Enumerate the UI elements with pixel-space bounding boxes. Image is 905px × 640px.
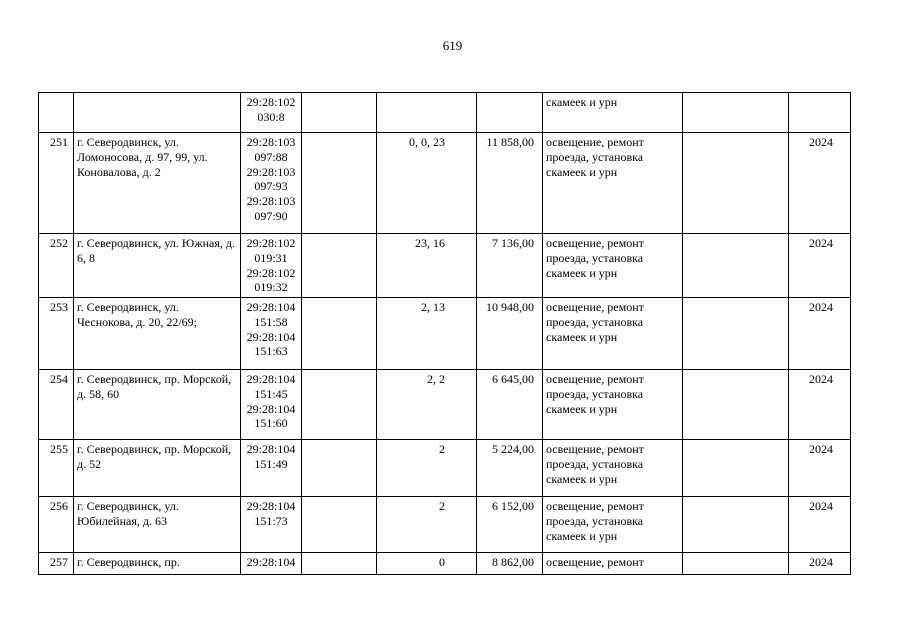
empty-cell: [302, 497, 377, 553]
row-number-cell: 256: [39, 497, 74, 553]
cost-cell: 6 645,00: [477, 370, 543, 440]
page-number: 619: [442, 38, 463, 53]
values-cell: 23, 16: [377, 234, 477, 298]
empty-cell: [683, 440, 789, 497]
cadastral-line: 29:28:102: [246, 236, 296, 250]
cadastral-line: 019:32: [254, 280, 288, 295]
table-row: [39, 133, 851, 234]
empty-cell: [683, 93, 789, 133]
table-body: [39, 93, 851, 575]
cadastral-number-cell: [241, 497, 302, 553]
year-cell: [789, 93, 851, 133]
table-row: [39, 370, 851, 440]
row-number-cell: [39, 93, 74, 133]
cost-cell: 6 152,00: [477, 497, 543, 553]
empty-cell: [683, 370, 789, 440]
cadastral-line: 29:28:104: [246, 372, 296, 386]
cadastral-line: 151:49: [254, 456, 288, 471]
table-row: [39, 497, 851, 553]
empty-cell: [683, 497, 789, 553]
empty-cell: [683, 553, 789, 575]
cadastral-line: 29:28:104: [246, 555, 296, 569]
row-number-cell: 257: [39, 553, 74, 575]
cadastral-line: 151:60: [254, 416, 288, 431]
works-cell: освещение, ремонт проезда, установка скамеек и урн: [543, 370, 683, 440]
cadastral-line: 151:63: [254, 344, 288, 359]
table-row: [39, 234, 851, 298]
table-row: [39, 553, 851, 575]
cadastral-line: 29:28:104: [246, 401, 296, 416]
values-cell: 2, 13: [377, 298, 477, 370]
cadastral-line: 29:28:104: [246, 499, 296, 513]
empty-cell: [302, 298, 377, 370]
works-cell: скамеек и урн: [543, 93, 683, 133]
address-cell: [74, 93, 241, 133]
cadastral-line: 151:73: [254, 513, 288, 528]
cadastral-line: 151:45: [254, 386, 288, 401]
year-cell: 2024: [789, 497, 851, 553]
works-cell: освещение, ремонт проезда, установка скамеек и урн: [543, 234, 683, 298]
year-cell: 2024: [789, 298, 851, 370]
address-cell: г. Северодвинск, пр.: [74, 553, 241, 575]
cadastral-line: 019:31: [254, 250, 288, 265]
address-cell: г. Северодвинск, ул. Чеснокова, д. 20, 22/69;: [74, 298, 241, 370]
values-cell: 0, 0, 23: [377, 133, 477, 234]
empty-cell: [683, 234, 789, 298]
works-cell: освещение, ремонт проезда, установка скамеек и урн: [543, 133, 683, 234]
cadastral-number-cell: [241, 133, 302, 234]
row-number-cell: 252: [39, 234, 74, 298]
row-number-cell: 255: [39, 440, 74, 497]
cadastral-line: 151:58: [254, 314, 288, 329]
address-cell: г. Северодвинск, пр. Морской, д. 52: [74, 440, 241, 497]
table-row: [39, 93, 851, 133]
empty-cell: [302, 93, 377, 133]
cadastral-line: 29:28:102: [246, 265, 296, 280]
cadastral-number-cell: [241, 370, 302, 440]
cadastral-line: 29:28:103: [246, 194, 296, 209]
cadastral-line: 29:28:104: [246, 442, 296, 456]
values-cell: 0: [377, 553, 477, 575]
row-number-cell: 251: [39, 133, 74, 234]
year-cell: 2024: [789, 234, 851, 298]
table-row: [39, 440, 851, 497]
empty-cell: [683, 133, 789, 234]
empty-cell: [302, 440, 377, 497]
cadastral-line: 29:28:103: [246, 135, 296, 149]
table-row: [39, 298, 851, 370]
cadastral-line: 29:28:104: [246, 329, 296, 344]
year-cell: 2024: [789, 553, 851, 575]
empty-cell: [302, 553, 377, 575]
cadastral-number-cell: [241, 93, 302, 133]
year-cell: 2024: [789, 440, 851, 497]
works-cell: освещение, ремонт: [543, 553, 683, 575]
cadastral-line: 29:28:102: [246, 95, 296, 109]
cost-cell: [477, 93, 543, 133]
cadastral-line: 097:90: [254, 208, 288, 223]
cadastral-line: 29:28:103: [246, 164, 296, 179]
cost-cell: 10 948,00: [477, 298, 543, 370]
cadastral-number-cell: [241, 298, 302, 370]
empty-cell: [302, 133, 377, 234]
row-number-cell: 253: [39, 298, 74, 370]
works-cell: освещение, ремонт проезда, установка скамеек и урн: [543, 497, 683, 553]
cost-cell: 7 136,00: [477, 234, 543, 298]
address-cell: г. Северодвинск, ул. Южная, д. 6, 8: [74, 234, 241, 298]
year-cell: 2024: [789, 133, 851, 234]
address-cell: г. Северодвинск, ул. Юбилейная, д. 63: [74, 497, 241, 553]
values-cell: 2, 2: [377, 370, 477, 440]
cadastral-number-cell: [241, 553, 302, 575]
works-cell: освещение, ремонт проезда, установка скамеек и урн: [543, 298, 683, 370]
values-cell: [377, 93, 477, 133]
works-cell: освещение, ремонт проезда, установка скамеек и урн: [543, 440, 683, 497]
empty-cell: [302, 370, 377, 440]
address-cell: г. Северодвинск, ул. Ломоносова, д. 97, 99, ул. Коновалова, д. 2: [74, 133, 241, 234]
objects-table: [38, 92, 851, 575]
values-cell: 2: [377, 440, 477, 497]
row-number-cell: 254: [39, 370, 74, 440]
cadastral-line: 097:93: [254, 179, 288, 194]
empty-cell: [683, 298, 789, 370]
cadastral-number-cell: [241, 440, 302, 497]
cadastral-line: 030:8: [257, 109, 285, 124]
cost-cell: 5 224,00: [477, 440, 543, 497]
empty-cell: [302, 234, 377, 298]
cadastral-line: 29:28:104: [246, 300, 296, 314]
cost-cell: 11 858,00: [477, 133, 543, 234]
cadastral-line: 097:88: [254, 149, 288, 164]
year-cell: 2024: [789, 370, 851, 440]
address-cell: г. Северодвинск, пр. Морской, д. 58, 60: [74, 370, 241, 440]
cadastral-number-cell: [241, 234, 302, 298]
values-cell: 2: [377, 497, 477, 553]
cost-cell: 8 862,00: [477, 553, 543, 575]
